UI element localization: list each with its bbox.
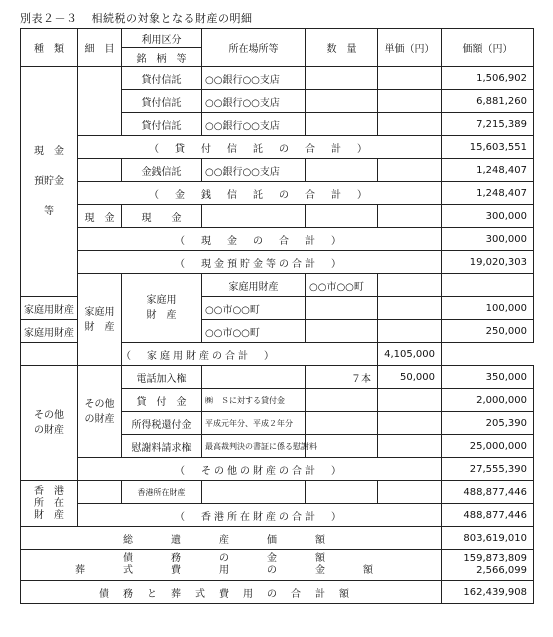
unit-cell	[378, 90, 442, 113]
table-row	[21, 67, 534, 90]
unit-cell	[378, 481, 442, 504]
use-cell: 金銭信託	[122, 159, 202, 182]
location-cell: ○○銀行○○支店	[202, 159, 306, 182]
total-value: 488,877,446	[442, 504, 534, 527]
gross-estate-label: 総 遺 産 価 額	[21, 527, 442, 550]
header-row	[21, 29, 534, 48]
total-label: （ 家庭用財産の合計 ）	[21, 343, 378, 366]
kind-hongkong: 香 港 所 在 財 産	[21, 481, 78, 527]
document-title	[20, 10, 253, 26]
unit-cell	[378, 435, 442, 458]
total-row	[21, 251, 534, 274]
location-cell: ㈱ Ｓに対する貸付金	[202, 389, 306, 412]
location-cell: ○○銀行○○支店	[202, 90, 306, 113]
quantity-cell	[306, 389, 378, 412]
header-location: 所在場所等	[202, 29, 306, 67]
unit-cell: 50,000	[378, 366, 442, 389]
location-cell	[202, 205, 306, 228]
value-cell: 6,881,260	[442, 90, 534, 113]
quantity-cell	[306, 67, 378, 90]
subtotal-value: 15,603,551	[442, 136, 534, 159]
total-value: 27,555,390	[442, 458, 534, 481]
unit-cell	[378, 205, 442, 228]
item-cell	[78, 159, 122, 182]
subtotal-label: （ 貸 付 信 託 の 合 計 ）	[78, 136, 442, 159]
location-cell: 最高裁判決の書証に係る慰謝料	[202, 435, 306, 458]
kind-other: その他 の財産	[21, 366, 78, 481]
subtotal-label: （ 金 銭 信 託 の 合 計 ）	[78, 182, 442, 205]
location-cell: ○○銀行○○支店	[202, 113, 306, 136]
quantity-cell	[378, 274, 442, 297]
quantity-cell	[306, 481, 378, 504]
subtotal-row	[21, 228, 534, 251]
title-code: 別表２－３	[20, 12, 78, 25]
debt-funeral-row	[21, 550, 534, 581]
subtotal-value: 300,000	[442, 228, 534, 251]
kind-household: 家庭用 財 産	[78, 274, 122, 366]
value-cell: 1,248,407	[442, 159, 534, 182]
use-cell: 貸付信託	[122, 90, 202, 113]
subtotal-row	[21, 182, 534, 205]
value-cell: 205,390	[442, 412, 534, 435]
location-cell	[202, 366, 306, 389]
item-cell	[78, 481, 122, 504]
funeral-value: 2,566,099	[476, 565, 527, 576]
quantity-cell: ７本	[306, 366, 378, 389]
header-brand: 銘 柄 等	[122, 48, 202, 67]
use-cell: 貸付信託	[122, 113, 202, 136]
use-cell: 現 金	[122, 205, 202, 228]
quantity-cell	[306, 297, 378, 320]
use-cell: 香港所在財産	[122, 481, 202, 504]
use-cell: 家庭用財産	[202, 274, 306, 297]
unit-cell	[442, 274, 534, 297]
use-cell: 所得税還付金	[122, 412, 202, 435]
use-cell: 慰謝料請求権	[122, 435, 202, 458]
table-row	[21, 205, 534, 228]
gross-estate-row	[21, 527, 534, 550]
value-cell: 7,215,389	[442, 113, 534, 136]
item-other: その他 の財産	[78, 366, 122, 458]
value-cell: 100,000	[442, 297, 534, 320]
unit-cell	[378, 320, 442, 343]
header-kind: 種 類	[21, 29, 78, 67]
item-cell	[78, 67, 122, 136]
final-total-row	[21, 581, 534, 604]
header-unit-price: 単価（円）	[378, 29, 442, 67]
debt-value: 159,873,809	[463, 553, 527, 564]
total-row	[21, 504, 534, 527]
unit-cell	[378, 297, 442, 320]
total-row	[21, 343, 534, 366]
total-label: （ 現金預貯金等の合計 ）	[78, 251, 442, 274]
location-cell: ○○市○○町	[306, 274, 378, 297]
quantity-cell	[306, 412, 378, 435]
quantity-cell	[306, 205, 378, 228]
item-household: 家庭用 財 産	[122, 274, 202, 343]
unit-cell	[378, 412, 442, 435]
value-cell: 250,000	[442, 320, 534, 343]
subtotal-label: （ 現 金 の 合 計 ）	[78, 228, 442, 251]
unit-cell	[378, 159, 442, 182]
total-row	[21, 458, 534, 481]
value-cell: 1,506,902	[442, 67, 534, 90]
value-cell: 488,877,446	[442, 481, 534, 504]
use-cell: 家庭用財産	[21, 320, 78, 343]
table-row	[21, 366, 534, 389]
header-quantity: 数 量	[306, 29, 378, 67]
header-value: 価額（円）	[442, 29, 534, 67]
location-cell: ○○市○○町	[202, 297, 306, 320]
debt-funeral-labels	[21, 550, 442, 581]
subtotal-value: 1,248,407	[442, 182, 534, 205]
gross-estate-value: 803,619,010	[442, 527, 534, 550]
total-value: 4,105,000	[378, 343, 442, 366]
value-cell: 25,000,000	[442, 435, 534, 458]
total-value: 19,020,303	[442, 251, 534, 274]
subtotal-row	[21, 136, 534, 159]
unit-cell	[378, 389, 442, 412]
use-cell: 貸付信託	[122, 67, 202, 90]
unit-cell	[378, 67, 442, 90]
table-row	[21, 159, 534, 182]
final-total-value: 162,439,908	[442, 581, 534, 604]
debt-label: 債 務 の 金 額	[123, 553, 339, 564]
header-use: 利用区分	[122, 29, 202, 48]
table-row	[21, 481, 534, 504]
quantity-cell	[306, 90, 378, 113]
use-cell: 電話加入権	[122, 366, 202, 389]
use-cell: 貸 付 金	[122, 389, 202, 412]
value-cell: 350,000	[442, 366, 534, 389]
final-total-label: 債務と葬式費用の合計額	[21, 581, 442, 604]
location-cell: ○○銀行○○支店	[202, 67, 306, 90]
header-item: 細 目	[78, 29, 122, 67]
quantity-cell	[306, 320, 378, 343]
value-cell: 2,000,000	[442, 389, 534, 412]
location-cell: 平成元年分、平成２年分	[202, 412, 306, 435]
kind-cash-deposits: 現 金 預貯金 等	[21, 67, 78, 297]
value-cell: 300,000	[442, 205, 534, 228]
quantity-cell	[306, 159, 378, 182]
funeral-label: 葬 式 費 用 の 金 額	[75, 565, 387, 576]
total-label: （ 香港所在財産の合計 ）	[78, 504, 442, 527]
location-cell: ○○市○○町	[202, 320, 306, 343]
location-cell	[202, 481, 306, 504]
asset-table	[20, 28, 534, 604]
debt-funeral-values	[442, 550, 534, 581]
unit-cell	[378, 113, 442, 136]
quantity-cell	[306, 113, 378, 136]
item-cell: 現 金	[78, 205, 122, 228]
total-label: （ その他の財産の合計 ）	[78, 458, 442, 481]
title-text: 相続税の対象となる財産の明細	[91, 12, 253, 25]
use-cell: 家庭用財産	[21, 297, 78, 320]
table-row	[21, 274, 534, 297]
